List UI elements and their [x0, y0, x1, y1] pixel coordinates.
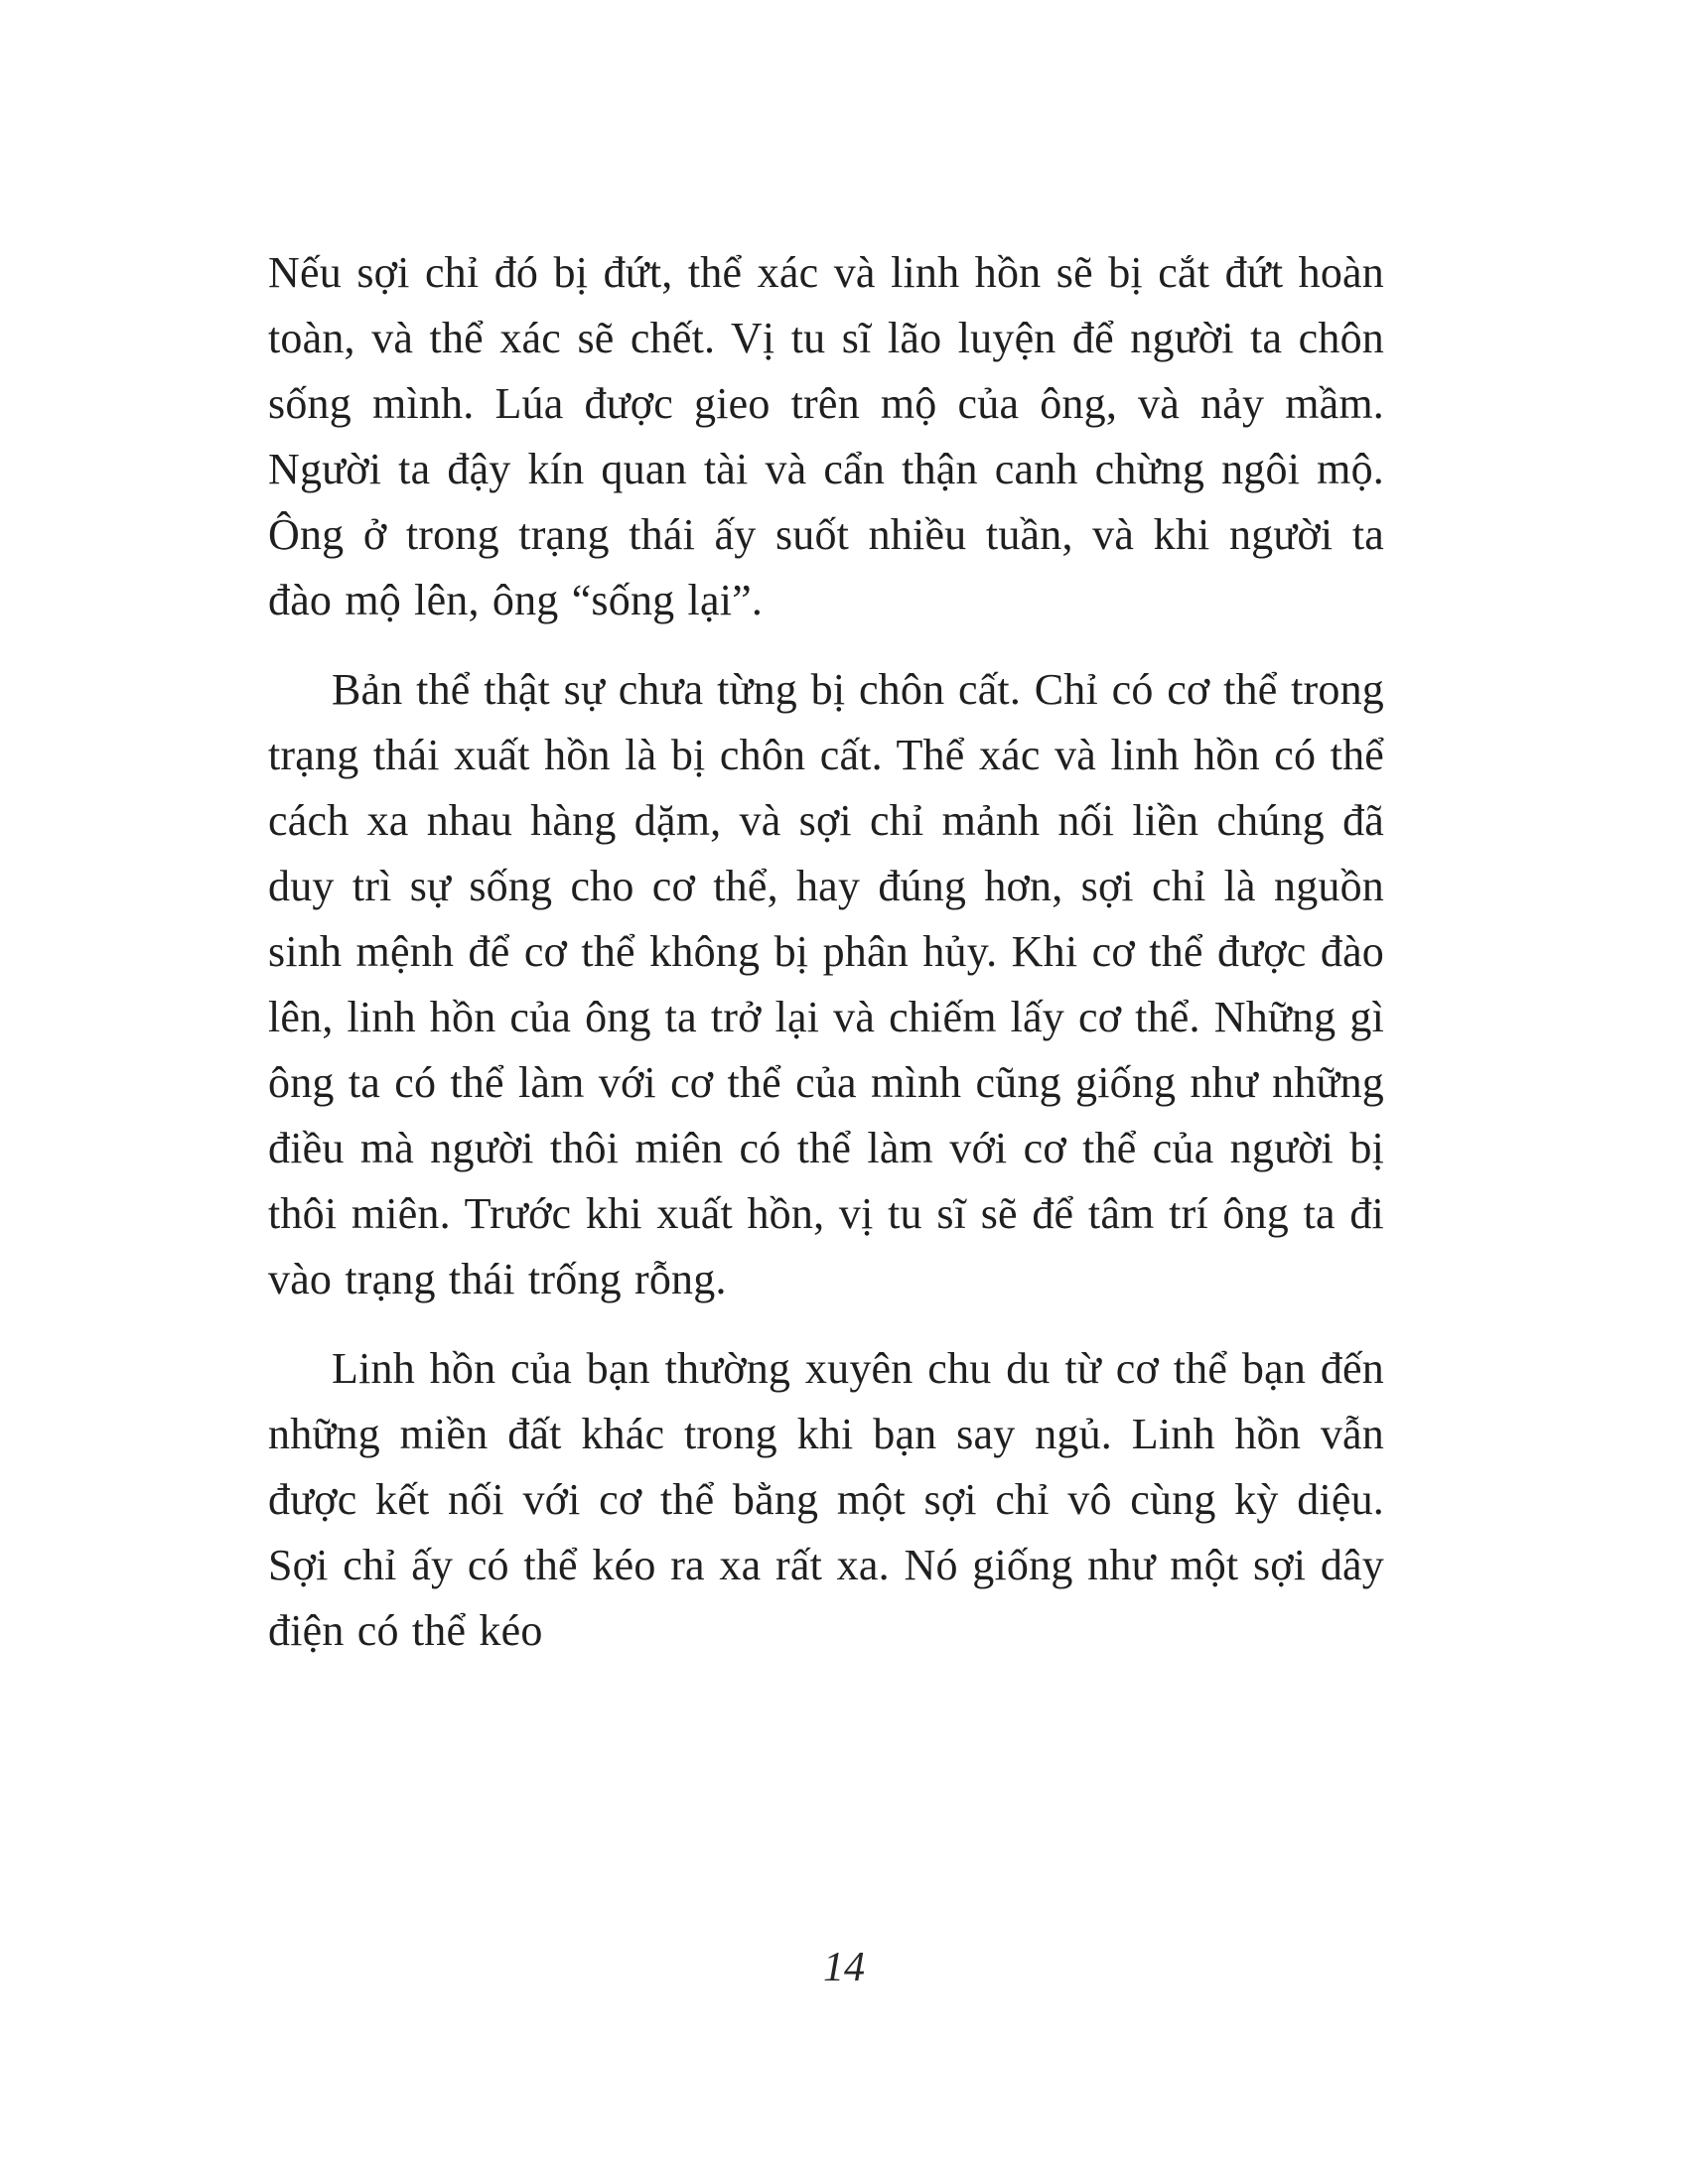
body-text-block — [268, 240, 1384, 1664]
body-paragraph: Linh hồn của bạn thường xuyên chu du từ cơ thể bạn đến những miền đất khác trong khi bạn say ngủ. Linh hồn vẫn được kết nối với cơ thể bằng một sợi chỉ vô cùng kỳ diệu. Sợi chỉ ấy có thể kéo ra xa rất xa. Nó giống như một sợi dây điện có thể kéo — [268, 1344, 1384, 1655]
page-number: 14 — [823, 1945, 865, 1990]
body-paragraph: Bản thể thật sự chưa từng bị chôn cất. Chỉ có cơ thể trong trạng thái xuất hồn là bị chôn cất. Thể xác và linh hồn có thể cách xa nhau hàng dặm, và sợi chỉ mảnh nối liền chúng đã duy trì sự sống cho cơ thể, hay đúng hơn, sợi chỉ là nguồn sinh mệnh để cơ thể không bị phân hủy. Khi cơ thể được đào lên, linh hồn của ông ta trở lại và chiếm lấy cơ thể. Những gì ông ta có thể làm với cơ thể của mình cũng giống như những điều mà người thôi miên có thể làm với cơ thể của người bị thôi miên. Trước khi xuất hồn, vị tu sĩ sẽ để tâm trí ông ta đi vào trạng thái trống rỗng. — [268, 665, 1384, 1303]
body-paragraph: Nếu sợi chỉ đó bị đứt, thể xác và linh hồn sẽ bị cắt đứt hoàn toàn, và thể xác sẽ chết. Vị tu sĩ lão luyện để người ta chôn sống mình. Lúa được gieo trên mộ của ông, và nảy mầm. Người ta đậy kín quan tài và cẩn thận canh chừng ngôi mộ. Ông ở trong trạng thái ấy suốt nhiều tuần, và khi người ta đào mộ lên, ông “sống lại”. — [268, 248, 1384, 624]
